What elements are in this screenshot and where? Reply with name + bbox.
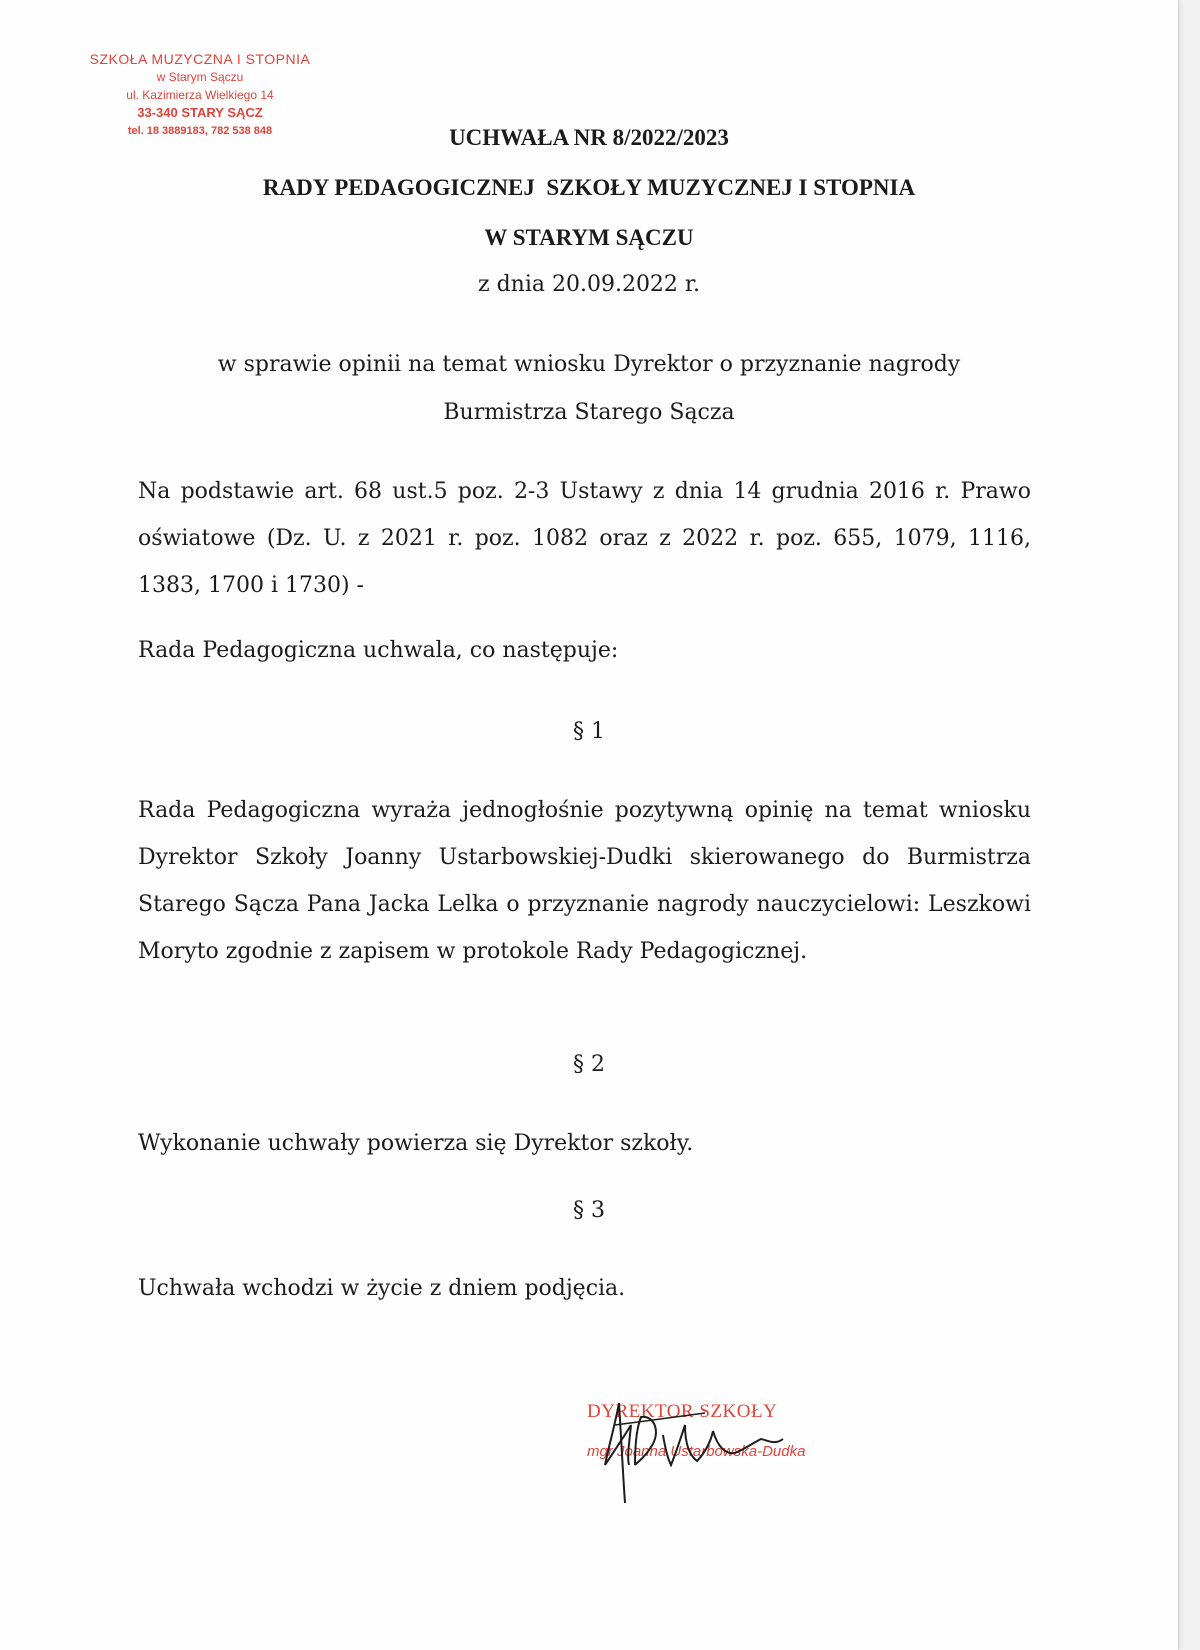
stamp-school-name: SZKOŁA MUZYCZNA I STOPNIA [89, 51, 311, 67]
section-1-text: Rada Pedagogiczna wyraża jednogłośnie pozytywną opinię na temat wniosku Dyrektor Szkoły Joanny Ustarbowskiej-Dudki skierowanego do Burmistrza Starego Sącza Pana Jacka Lelka o przyznanie nagrody nauczycielowi: Leszkowi Moryto zgodnie z zapisem w protokole Rady Pedagogicznej. [138, 798, 1031, 964]
section-2-label: § 2 [573, 1052, 605, 1077]
subject-line-1: w sprawie opinii na temat wniosku Dyrektor o przyznanie nagrody [217, 352, 961, 377]
section-1-label: § 1 [573, 719, 605, 744]
handwritten-signature [585, 1395, 825, 1505]
legal-basis-paragraph: Na podstawie art. 68 ust.5 poz. 2-3 Ustawy z dnia 14 grudnia 2016 r. Prawo oświatowe (Dz. U. z 2021 r. poz. 1082 oraz z 2022 r. poz. 655, 1079, 1116, 1383, 1700 i 1730) - [138, 479, 1031, 598]
council-place: W STARYM SĄCZU [484, 225, 694, 250]
director-name-stamp: mgr Joanna Ustarbowska-Dudka [587, 1443, 806, 1460]
resolves-statement: Rada Pedagogiczna uchwala, co następuje: [138, 638, 619, 663]
stamp-address: ul. Kazimierza Wielkiego 14 [126, 88, 274, 102]
resolution-number: UCHWAŁA NR 8/2022/2023 [449, 125, 729, 150]
section-3-text: Uchwała wchodzi w życie z dniem podjęcia. [138, 1276, 626, 1301]
stamp-city: w Starym Sączu [156, 70, 244, 84]
stamp-phone: tel. 18 3889183, 782 538 848 [127, 125, 273, 137]
council-name: RADY PEDAGOGICZNEJ SZKOŁY MUZYCZNEJ I STOPNIA [262, 175, 916, 200]
section-3-label: § 3 [573, 1198, 605, 1223]
subject-line-2: Burmistrza Starego Sącza [443, 400, 735, 425]
resolution-date: z dnia 20.09.2022 r. [477, 272, 701, 297]
director-signature-block [585, 1395, 825, 1505]
stamp-postal-code: 33-340 STARY SĄCZ [137, 105, 263, 120]
director-title-stamp: DYREKTOR SZKOŁY [587, 1401, 778, 1422]
section-2-text: Wykonanie uchwały powierza się Dyrektor szkoły. [138, 1131, 694, 1156]
